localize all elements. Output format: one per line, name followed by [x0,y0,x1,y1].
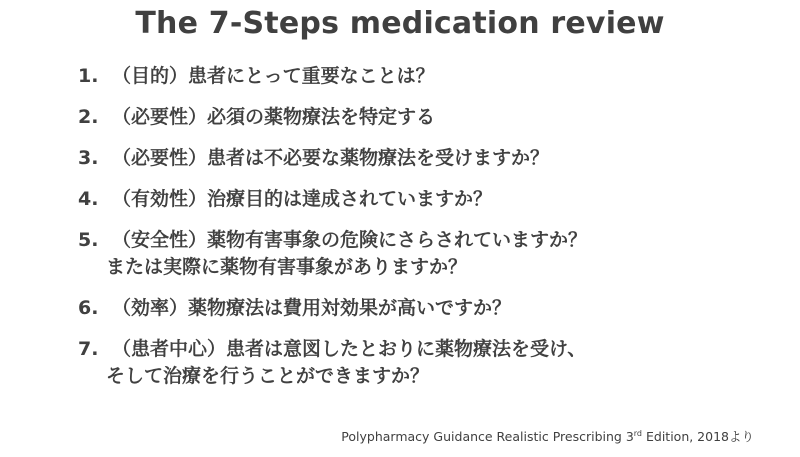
step-number: 4. [78,188,99,210]
step-number: 1. [78,65,99,87]
step-text: （有効性）治療目的は達成されていますか？ [112,188,493,210]
step-number: 2. [78,106,99,128]
step-item-1 [78,63,778,90]
citation [341,427,754,445]
step-item-4 [78,186,778,213]
step-number: 5. [78,229,99,251]
citation-superscript: rd [633,429,643,438]
step-text: （効率）薬物療法は費用対効果が高いですか？ [112,297,512,319]
step-item-2 [78,104,778,131]
step-text: （目的）患者にとって重要なことは？ [112,65,435,87]
step-text-continuation: または実際に薬物有害事象がありますか？ [106,256,468,278]
step-text-continuation: そして治療を行うことができますか？ [106,365,430,387]
step-text: （患者中心）患者は意図したとおりに薬物療法を受け、 [112,338,587,360]
step-text: （必要性）患者は不必要な薬物療法を受けますか？ [112,147,550,169]
step-item-7 [78,336,778,390]
step-text: （安全性）薬物有害事象の危険にさらされていますか？ [112,229,588,251]
step-item-5 [78,227,778,281]
steps-list [78,63,778,404]
step-item-3 [78,145,778,172]
citation-text-end: Edition, 2018より [642,429,754,444]
step-number: 6. [78,297,99,319]
step-item-6 [78,295,778,322]
citation-text: Polypharmacy Guidance Realistic Prescribing 3 [341,429,634,444]
step-number: 3. [78,147,99,169]
slide-title: The 7-Steps medication review [135,6,665,41]
step-text: （必要性）必須の薬物療法を特定する [112,106,436,128]
step-number: 7. [78,338,99,360]
